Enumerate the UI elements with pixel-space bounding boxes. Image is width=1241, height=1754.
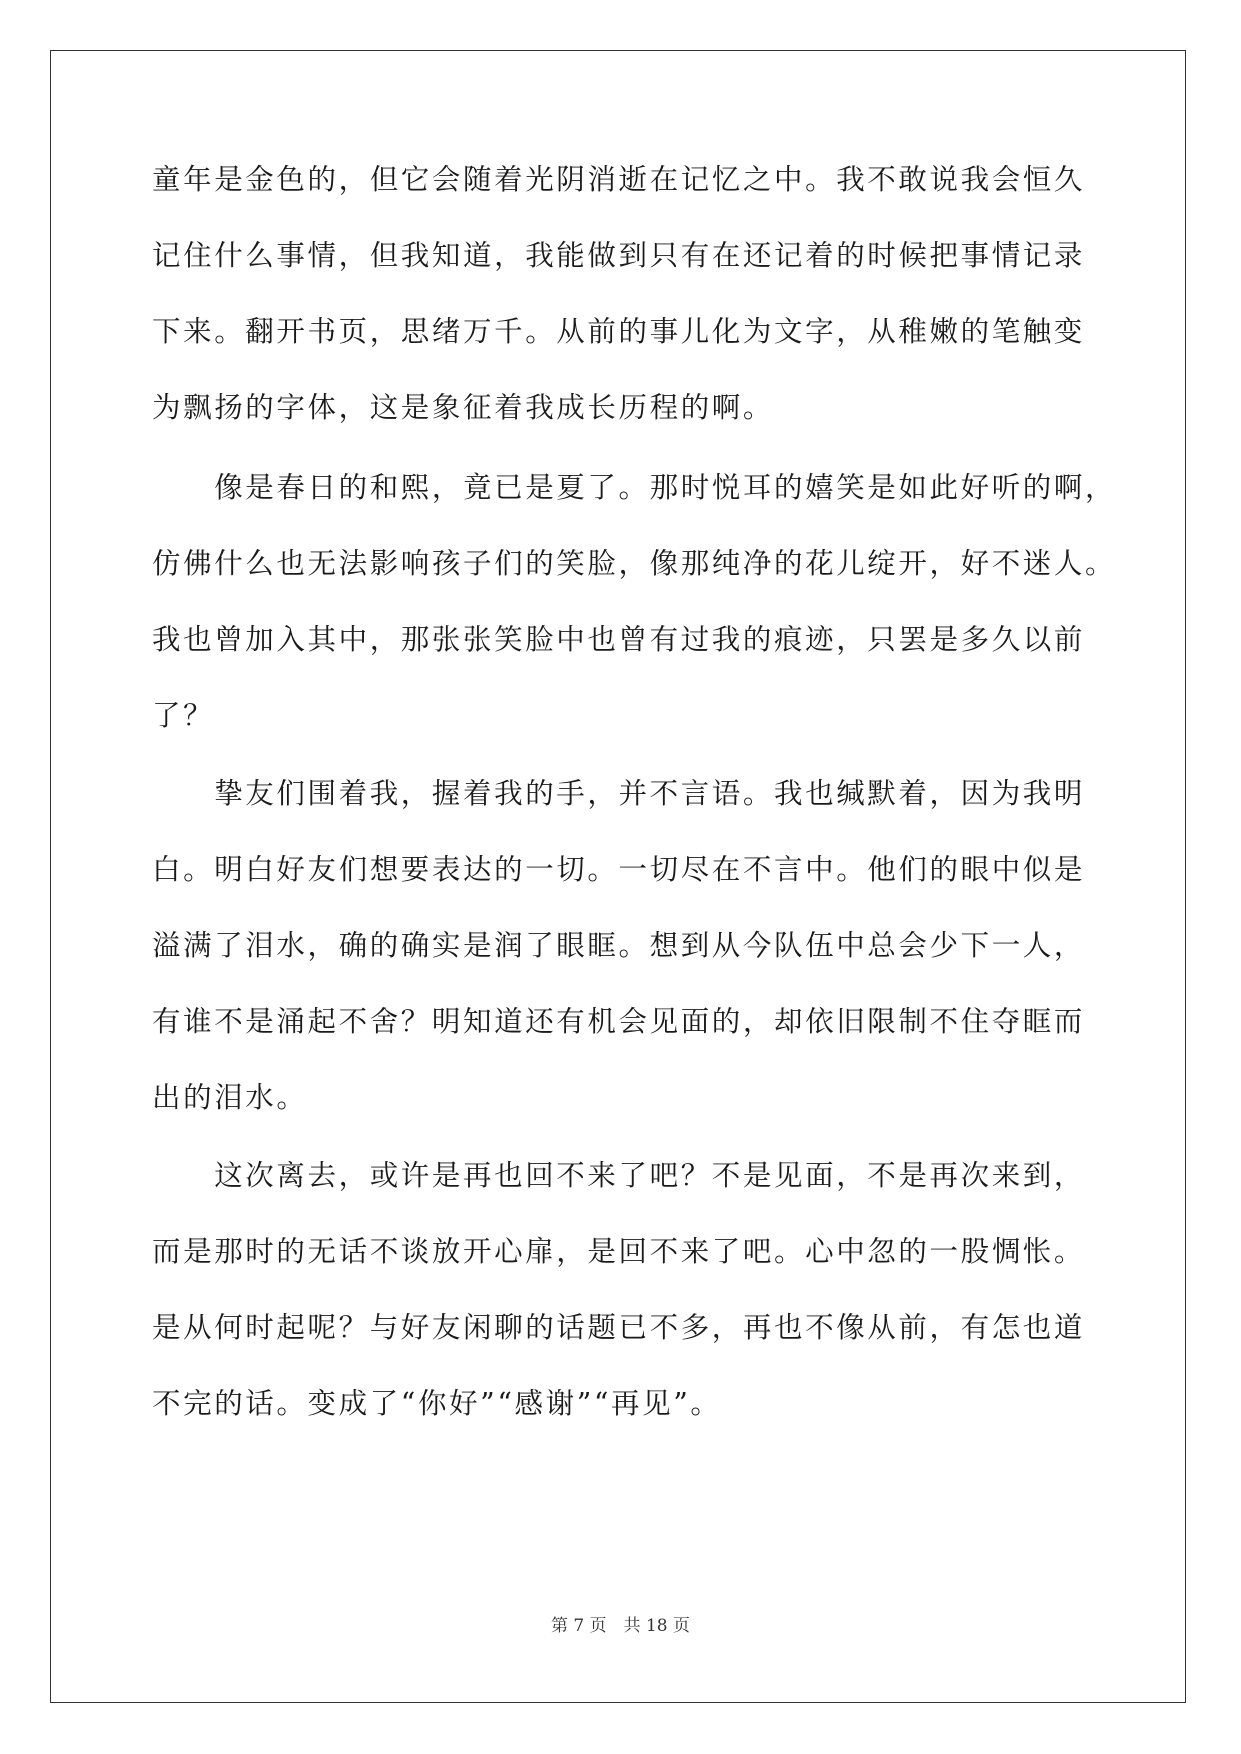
text-line: 下来。翻开书页，思绪万千。从前的事儿化为文字，从稚嫩的笔触变 (152, 315, 1086, 348)
text-line: 了？ (152, 699, 215, 732)
text-line: 而是那时的无话不谈放开心扉，是回不来了吧。心中忽的一股惆怅。 (152, 1235, 1086, 1268)
text-line: 出的泪水。 (152, 1081, 308, 1114)
text-line: 不完的话。变成了“你好”“感谢”“再见”。 (152, 1387, 722, 1420)
text-line: 溢满了泪水，确的确实是润了眼眶。想到从今队伍中总会少下一人， (152, 929, 1086, 962)
text-line: 为飘扬的字体，这是象征着我成长历程的啊。 (152, 391, 775, 424)
text-line: 这次离去，或许是再也回不来了吧？不是见面，不是再次来到， (152, 1159, 1086, 1192)
page-number: 第 7 页 共 18 页 (550, 1616, 691, 1636)
text-line: 童年是金色的，但它会随着光阴消逝在记忆之中。我不敢说我会恒久 (152, 163, 1086, 196)
text-line: 挚友们围着我，握着我的手，并不言语。我也缄默着，因为我明 (152, 777, 1086, 810)
text-line: 白。明白好友们想要表达的一切。一切尽在不言中。他们的眼中似是 (152, 853, 1086, 886)
text-line: 仿佛什么也无法影响孩子们的笑脸，像那纯净的花儿绽开，好不迷人。 (152, 547, 1117, 580)
text-line: 有谁不是涌起不舍？明知道还有机会见面的，却依旧限制不住夺眶而 (152, 1005, 1086, 1038)
text-line: 我也曾加入其中，那张张笑脸中也曾有过我的痕迹，只罢是多久以前 (152, 623, 1086, 656)
text-line: 记住什么事情，但我知道，我能做到只有在还记着的时候把事情记录 (152, 239, 1086, 272)
text-line: 像是春日的和熙，竟已是夏了。那时悦耳的嬉笑是如此好听的啊， (152, 471, 1117, 504)
text-line: 是从何时起呢？与好友闲聊的话题已不多，再也不像从前，有怎也道 (152, 1311, 1086, 1344)
